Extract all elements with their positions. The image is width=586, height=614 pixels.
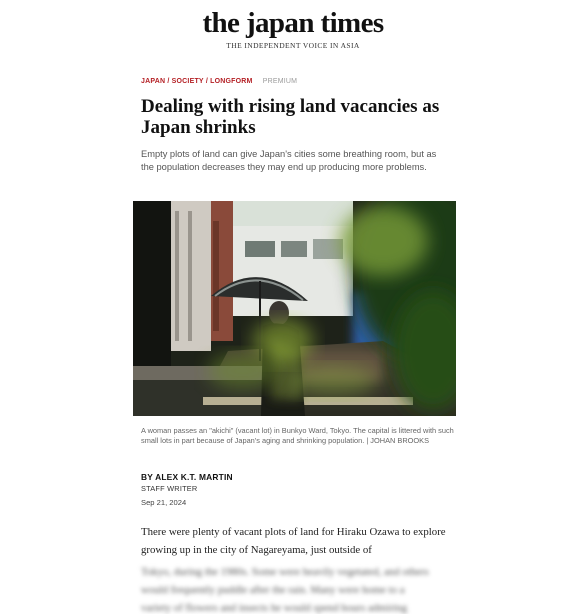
article-body: There were plenty of vacant plots of land for Hiraku Ozawa to explore growing up in the city of Nagareyama, just outside of xyxy=(141,526,446,556)
blurred-line: variety of flowers and insects he would spend hours admiring xyxy=(141,602,407,614)
site-logo[interactable] xyxy=(0,6,586,40)
author-role: STAFF WRITER xyxy=(141,484,198,493)
author-byline[interactable]: BY ALEX K.T. MARTIN xyxy=(141,472,233,482)
breadcrumb xyxy=(141,78,297,85)
masthead xyxy=(0,6,586,50)
premium-badge: PREMIUM xyxy=(262,78,298,85)
article-headline: Dealing with rising land vacancies as Japan shrinks xyxy=(141,96,440,138)
blurred-line: would frequently puddle after the rain. Many were home to a xyxy=(141,584,405,596)
photo-caption: A woman passes an "akichi" (vacant lot) in Bunkyo Ward, Tokyo. The capital is littered with such small lots in part because of Japan's aging and shrinking population. | JOHAN BROOKS xyxy=(141,426,454,445)
tagline: THE INDEPENDENT VOICE IN ASIA xyxy=(226,41,360,50)
breadcrumb-separator: / xyxy=(165,78,172,85)
breadcrumb-japan[interactable]: JAPAN xyxy=(141,78,166,85)
article-photo[interactable] xyxy=(133,201,456,416)
photo-illustration xyxy=(133,201,456,416)
publish-date: Sep 21, 2024 xyxy=(141,498,187,507)
breadcrumb-society[interactable]: SOCIETY xyxy=(171,78,204,85)
blurred-line: Tokyo, during the 1980s. Some were heavily vegetated, and others xyxy=(141,566,429,578)
breadcrumb-longform[interactable]: LONGFORM xyxy=(210,78,253,85)
article-dek: Empty plots of land can give Japan's cities some breathing room, but as the population decreases they may end up producing more problems. xyxy=(141,149,437,172)
logo-text[interactable]: the japan times xyxy=(202,7,384,39)
breadcrumb-separator: / xyxy=(203,78,211,85)
